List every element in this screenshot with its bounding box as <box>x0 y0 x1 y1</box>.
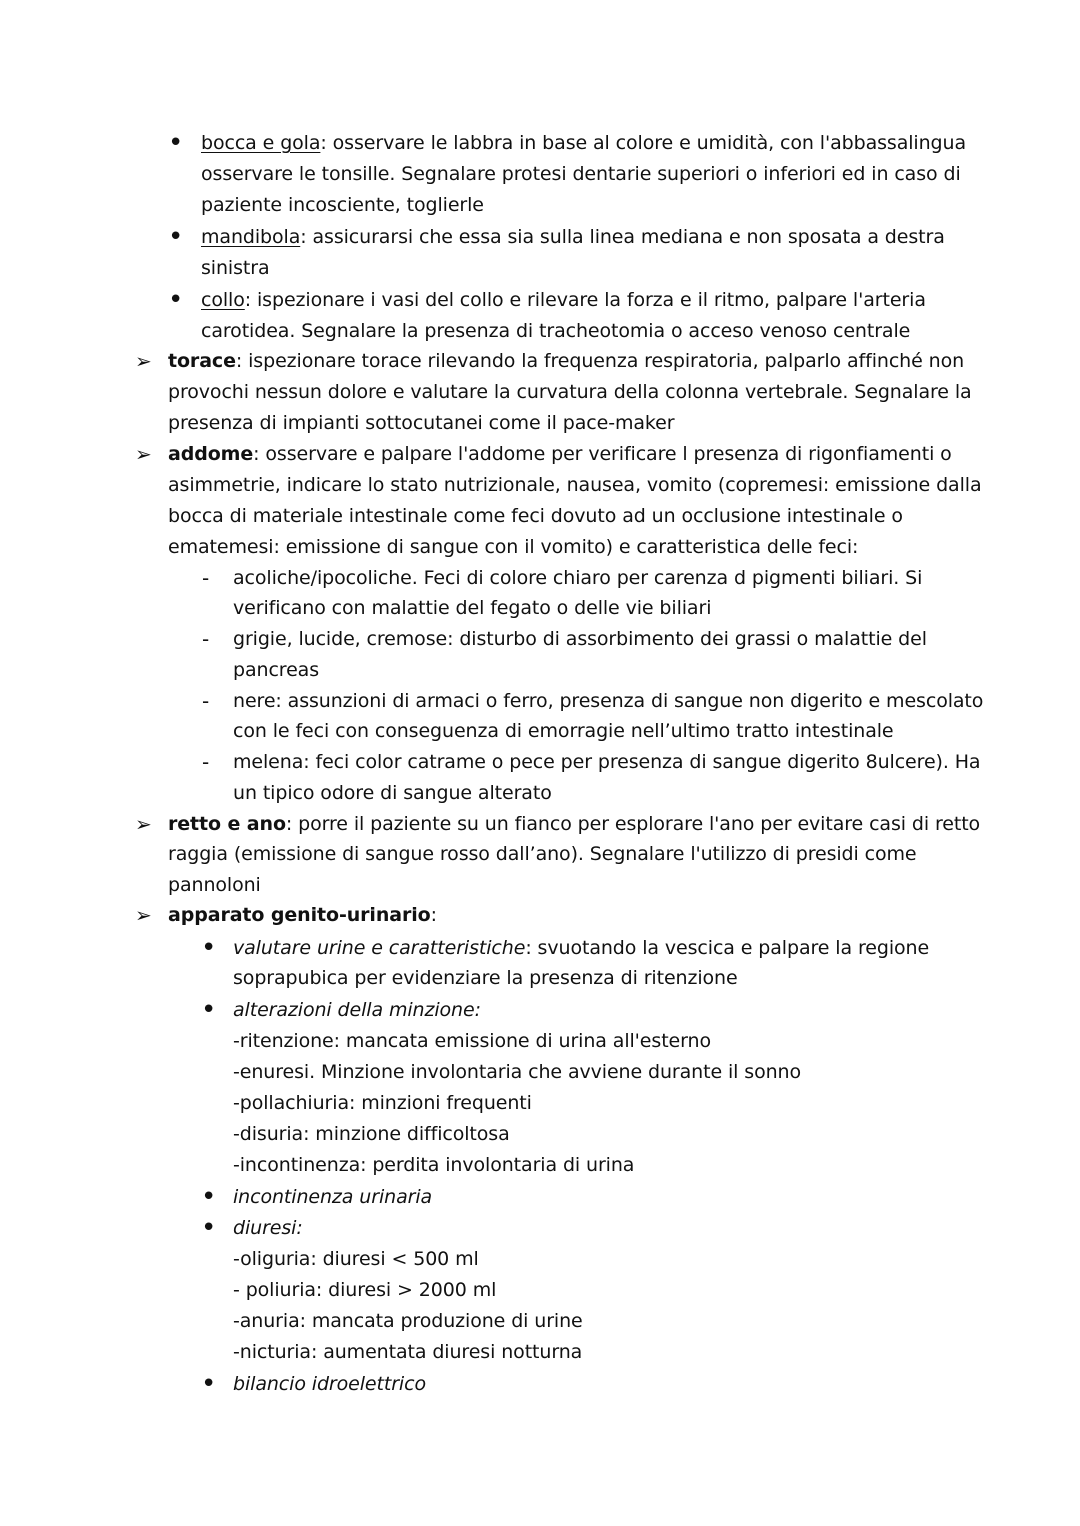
feci-1-line-1: acoliche/ipocoliche. Feci di colore chiaro per carenza d pigmenti biliari. Si <box>233 567 923 589</box>
bullet-collo: • <box>168 285 184 315</box>
item-bocca-line-2: osservare le tonsille. Segnalare protesi dentarie superiori o inferiori ed in caso di <box>201 163 961 185</box>
genito-suffix: : <box>430 904 437 926</box>
diuresi-line-3: -anuria: mancata produzione di urine <box>233 1310 583 1332</box>
item-torace-line-2: provochi nessun dolore e valutare la curvatura della colonna vertebrale. Segnalare la <box>168 381 972 403</box>
term-addome: addome <box>168 443 254 465</box>
dash-feci-4: - <box>202 750 210 774</box>
item-urine-line-2: soprapubica per evidenziare la presenza di ritenzione <box>233 967 738 989</box>
diuresi-line-4: -nicturia: aumentata diuresi notturna <box>233 1341 583 1363</box>
item-bocca-line-3: paziente incosciente, toglierle <box>201 194 484 216</box>
feci-4-line-1: melena: feci color catrame o pece per presenza di sangue digerito 8ulcere). Ha <box>233 751 981 773</box>
item-urine-line-1 <box>233 936 929 960</box>
item-retto-line-1 <box>168 812 980 836</box>
minzione-line-2: -enuresi. Minzione involontaria che avviene durante il sonno <box>233 1061 802 1083</box>
term-collo: collo <box>201 289 245 311</box>
feci-2-line-2: pancreas <box>233 659 320 681</box>
text-mandibola-1: : assicurarsi che essa sia sulla linea mediana e non sposata a destra <box>300 226 945 248</box>
minzione-line-4: -disuria: minzione difficoltosa <box>233 1123 510 1145</box>
bullet-bilancio: • <box>201 1369 217 1399</box>
bullet-bocca: • <box>168 128 184 158</box>
text-torace-1: : ispezionare torace rilevando la frequenza respiratoria, palparlo affinché non <box>235 350 965 372</box>
diuresi-line-2: - poliuria: diuresi > 2000 ml <box>233 1279 497 1301</box>
item-mandibola-line-1 <box>201 225 945 249</box>
item-torace-line-3: presenza di impianti sottocutanei come il pace-maker <box>168 412 675 434</box>
item-torace-line-1 <box>168 349 964 373</box>
item-addome-line-2: asimmetrie, indicare lo stato nutrizionale, nausea, vomito (copremesi: emissione dalla <box>168 474 982 496</box>
bullet-urine: • <box>201 933 217 963</box>
item-collo-line-2: carotidea. Segnalare la presenza di tracheotomia o acceso venoso centrale <box>201 320 911 342</box>
arrow-genito: ➢ <box>135 903 152 927</box>
dash-feci-1: - <box>202 566 210 590</box>
term-torace: torace <box>168 350 236 372</box>
dash-feci-2: - <box>202 627 210 651</box>
term-urine: valutare urine e caratteristiche <box>233 937 526 959</box>
arrow-torace: ➢ <box>135 349 152 373</box>
item-genito-title <box>168 903 437 927</box>
term-bocca: bocca e gola <box>201 132 321 154</box>
feci-3-line-2: con le feci con conseguenza di emorragie nell’ultimo tratto intestinale <box>233 720 894 742</box>
bullet-diuresi: • <box>201 1213 217 1243</box>
bullet-incontinenza: • <box>201 1182 217 1212</box>
term-retto: retto e ano <box>168 813 286 835</box>
item-bocca-line-1 <box>201 131 966 155</box>
term-minzione: alterazioni della minzione: <box>233 999 481 1021</box>
text-addome-1: : osservare e palpare l'addome per verificare l presenza di rigonfiamenti o <box>253 443 952 465</box>
arrow-retto: ➢ <box>135 812 152 836</box>
term-incontinenza: incontinenza urinaria <box>233 1186 433 1208</box>
bullet-minzione: • <box>201 995 217 1025</box>
item-collo-line-1 <box>201 288 926 312</box>
feci-4-line-2: un tipico odore di sangue alterato <box>233 782 552 804</box>
item-retto-line-3: pannoloni <box>168 874 261 896</box>
feci-2-line-1: grigie, lucide, cremose: disturbo di assorbimento dei grassi o malattie del <box>233 628 927 650</box>
item-mandibola-line-2: sinistra <box>201 257 270 279</box>
minzione-line-5: -incontinenza: perdita involontaria di urina <box>233 1154 635 1176</box>
arrow-addome: ➢ <box>135 442 152 466</box>
text-collo-1: : ispezionare i vasi del collo e rilevare la forza e il ritmo, palpare l'arteria <box>244 289 926 311</box>
text-bocca-1: : osservare le labbra in base al colore e umidità, con l'abbassalingua <box>320 132 966 154</box>
bullet-mandibola: • <box>168 222 184 252</box>
diuresi-line-1: -oliguria: diuresi < 500 ml <box>233 1248 479 1270</box>
item-addome-line-4: ematemesi: emissione di sangue con il vomito) e caratteristica delle feci: <box>168 536 859 558</box>
minzione-line-1: -ritenzione: mancata emissione di urina all'esterno <box>233 1030 711 1052</box>
term-diuresi: diuresi: <box>233 1217 303 1239</box>
item-retto-line-2: raggia (emissione di sangue rosso dall’ano). Segnalare l'utilizzo di presidi come <box>168 843 917 865</box>
dash-feci-3: - <box>202 689 210 713</box>
term-bilancio: bilancio idroelettrico <box>233 1373 426 1395</box>
text-urine-1: : svuotando la vescica e palpare la regione <box>525 937 930 959</box>
minzione-line-3: -pollachiuria: minzioni frequenti <box>233 1092 532 1114</box>
item-addome-line-3: bocca di materiale intestinale come feci dovuto ad un occlusione intestinale o <box>168 505 903 527</box>
term-mandibola: mandibola <box>201 226 301 248</box>
text-retto-1: : porre il paziente su un fianco per esplorare l'ano per evitare casi di retto <box>285 813 981 835</box>
item-addome-line-1 <box>168 442 952 466</box>
feci-3-line-1: nere: assunzioni di armaci o ferro, presenza di sangue non digerito e mescolato <box>233 690 984 712</box>
term-genito: apparato genito-urinario <box>168 904 431 926</box>
feci-1-line-2: verificano con malattie del fegato o delle vie biliari <box>233 597 712 619</box>
